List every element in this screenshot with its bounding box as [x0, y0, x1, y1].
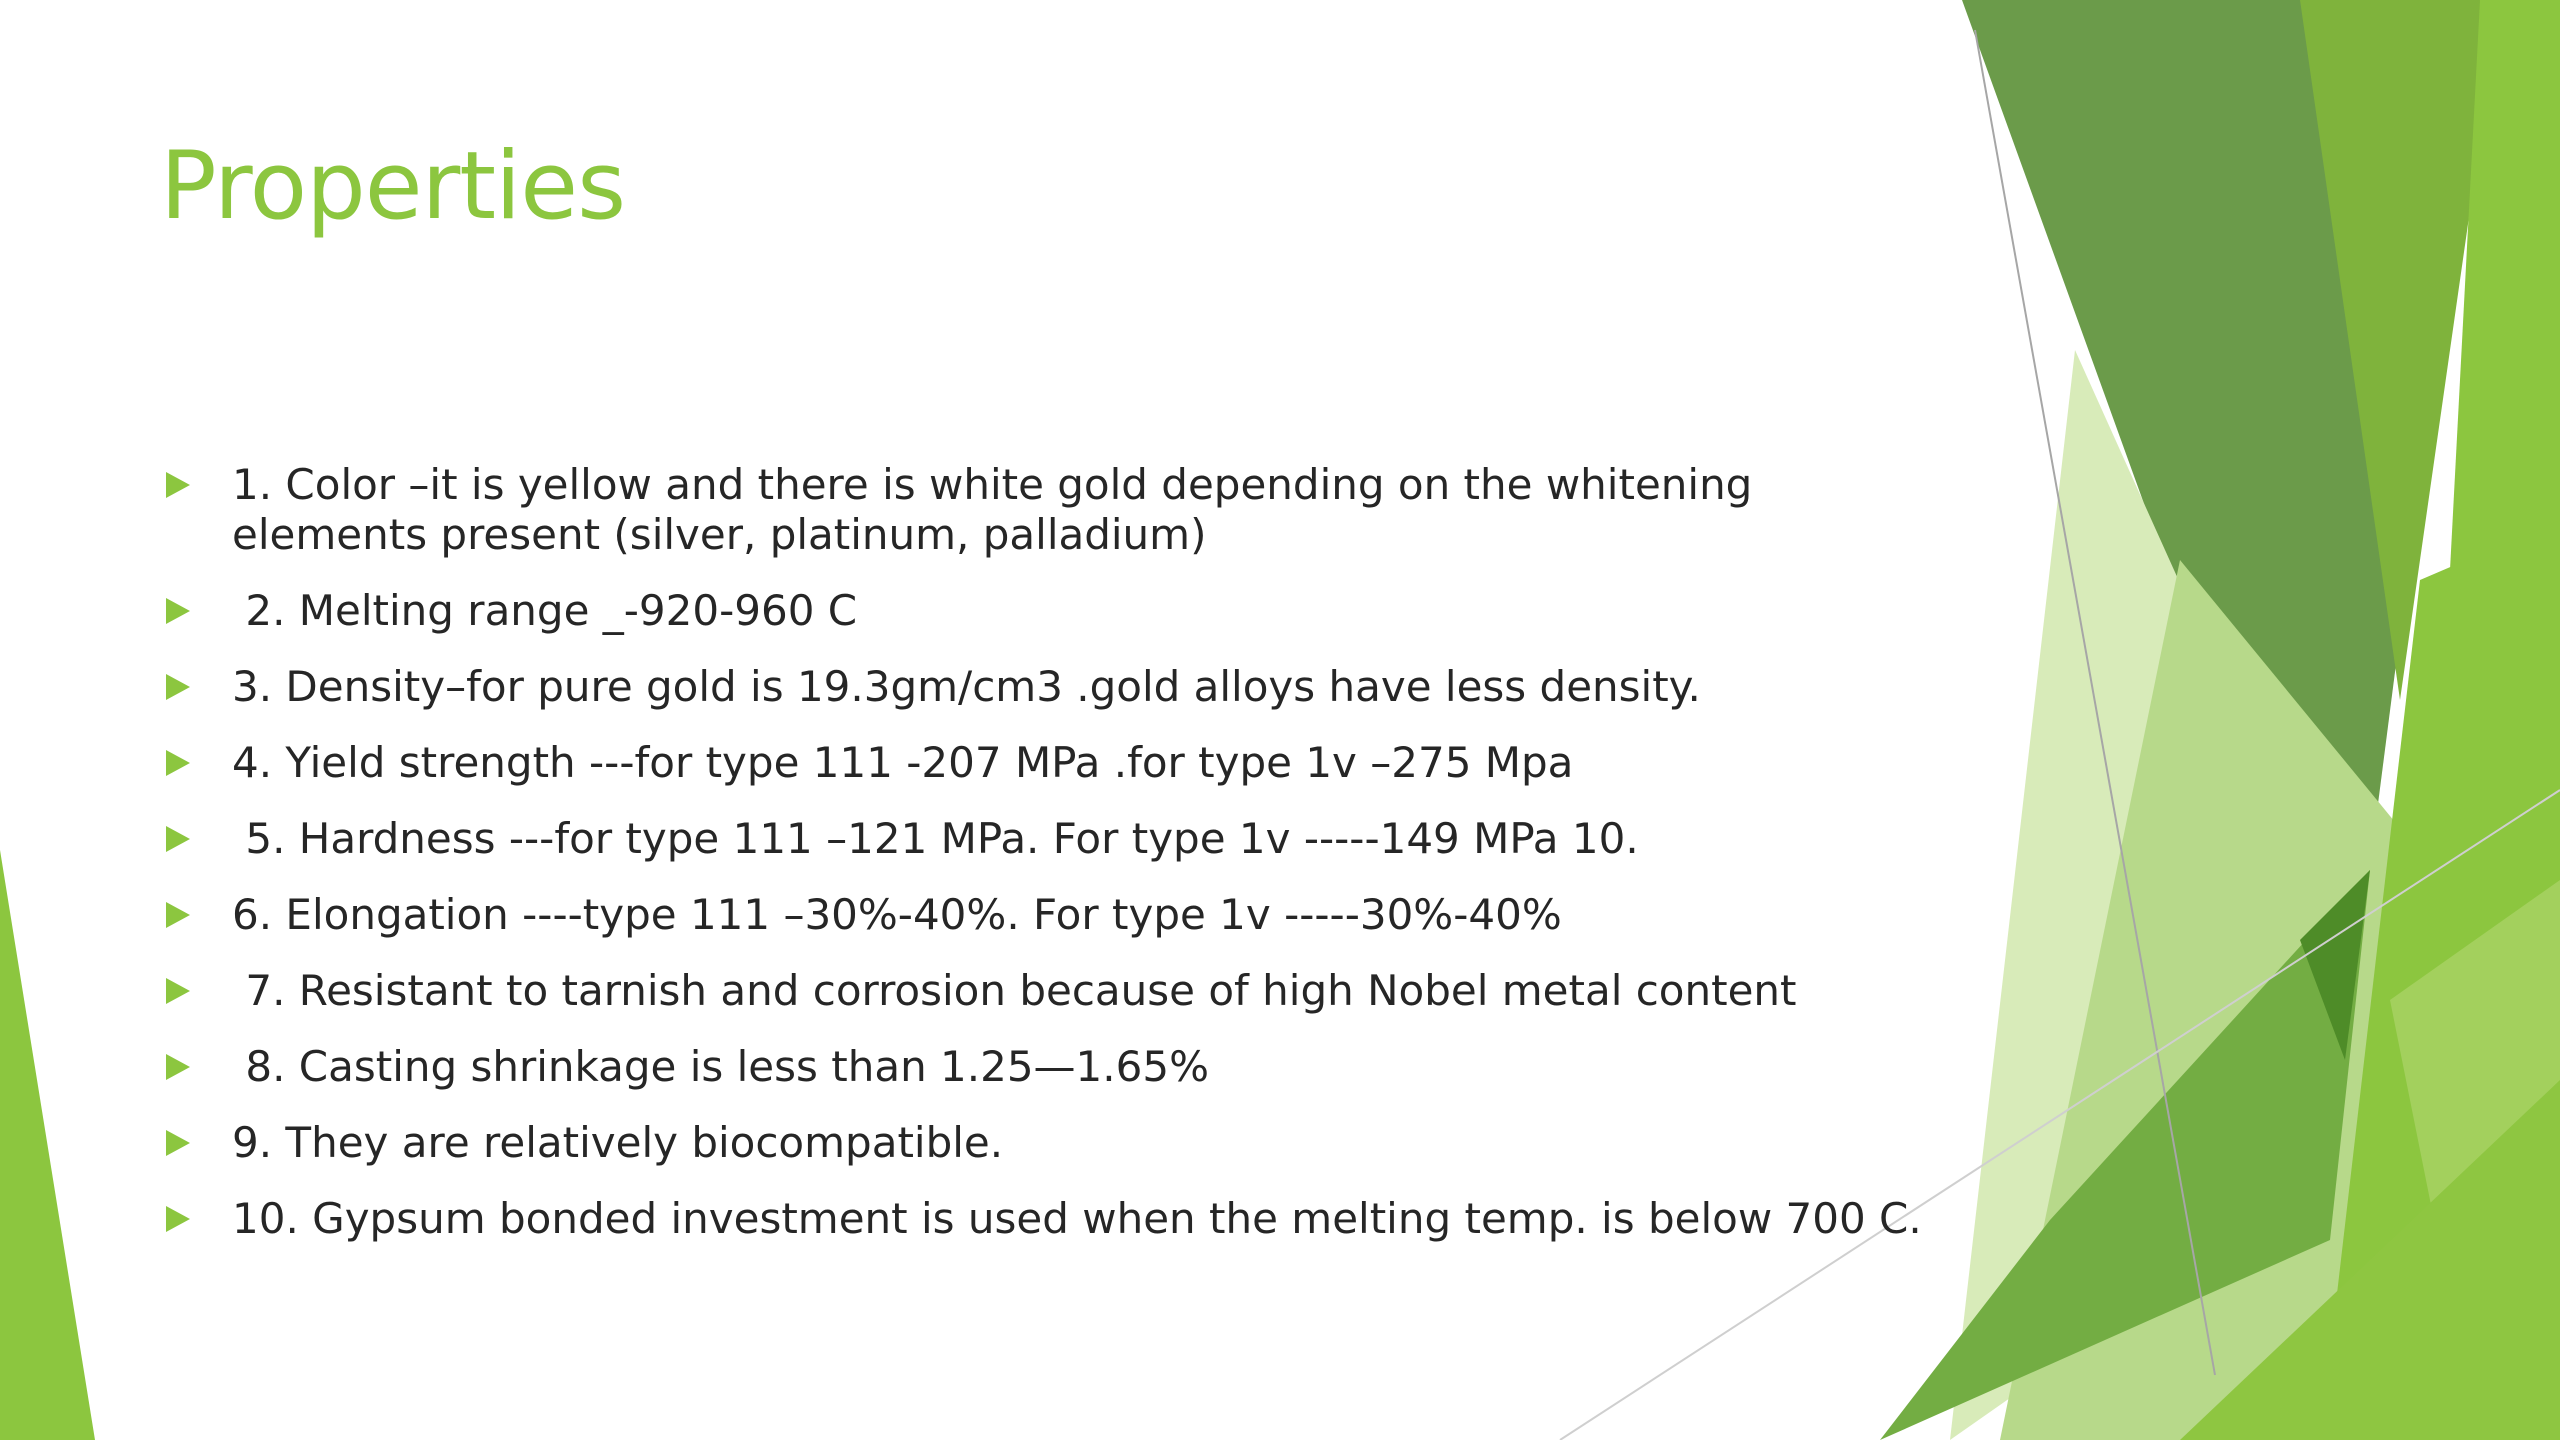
triangle-bullet-icon — [160, 460, 232, 510]
triangle-bullet-icon — [160, 738, 232, 788]
bullet-text: 9. They are relatively biocompatible. — [232, 1118, 1004, 1167]
bullet-item — [160, 738, 1960, 788]
bullet-item — [160, 814, 1960, 864]
bullet-item — [160, 1118, 1960, 1168]
bullet-text: 10. Gypsum bonded investment is used when the melting temp. is below 700 C. — [232, 1194, 1922, 1243]
triangle-bullet-icon — [160, 662, 232, 712]
bullet-text: 1. Color –it is yellow and there is white gold depending on the whitening elements present (silver, platinum, palladium) — [232, 460, 1766, 559]
triangle-bullet-icon — [160, 586, 232, 636]
bullet-item — [160, 1194, 1960, 1244]
bullet-item — [160, 890, 1960, 940]
bullet-item — [160, 966, 1960, 1016]
properties-bullet-list — [160, 460, 1960, 1270]
bullet-text: 4. Yield strength ---for type 111 -207 MPa .for type 1v –275 Mpa — [232, 738, 1574, 787]
bullet-text: 5. Hardness ---for type 111 –121 MPa. For type 1v -----149 MPa 10. — [232, 814, 1639, 863]
triangle-bullet-icon — [160, 966, 232, 1016]
triangle-bullet-icon — [160, 1042, 232, 1092]
slide-title: Properties — [160, 132, 626, 241]
bullet-item — [160, 460, 1960, 560]
left-edge-facet — [0, 850, 95, 1440]
bullet-text: 2. Melting range _-920-960 C — [232, 586, 858, 635]
bullet-text: 8. Casting shrinkage is less than 1.25—1.65% — [232, 1042, 1209, 1091]
triangle-bullet-icon — [160, 1194, 232, 1244]
triangle-bullet-icon — [160, 814, 232, 864]
bullet-item — [160, 662, 1960, 712]
bullet-text: 7. Resistant to tarnish and corrosion because of high Nobel metal content — [232, 966, 1797, 1015]
bullet-text: 6. Elongation ----type 111 –30%-40%. For type 1v -----30%-40% — [232, 890, 1562, 939]
bullet-text: 3. Density–for pure gold is 19.3gm/cm3 .gold alloys have less density. — [232, 662, 1701, 711]
triangle-bullet-icon — [160, 890, 232, 940]
bullet-item — [160, 1042, 1960, 1092]
triangle-bullet-icon — [160, 1118, 232, 1168]
bullet-item — [160, 586, 1960, 636]
